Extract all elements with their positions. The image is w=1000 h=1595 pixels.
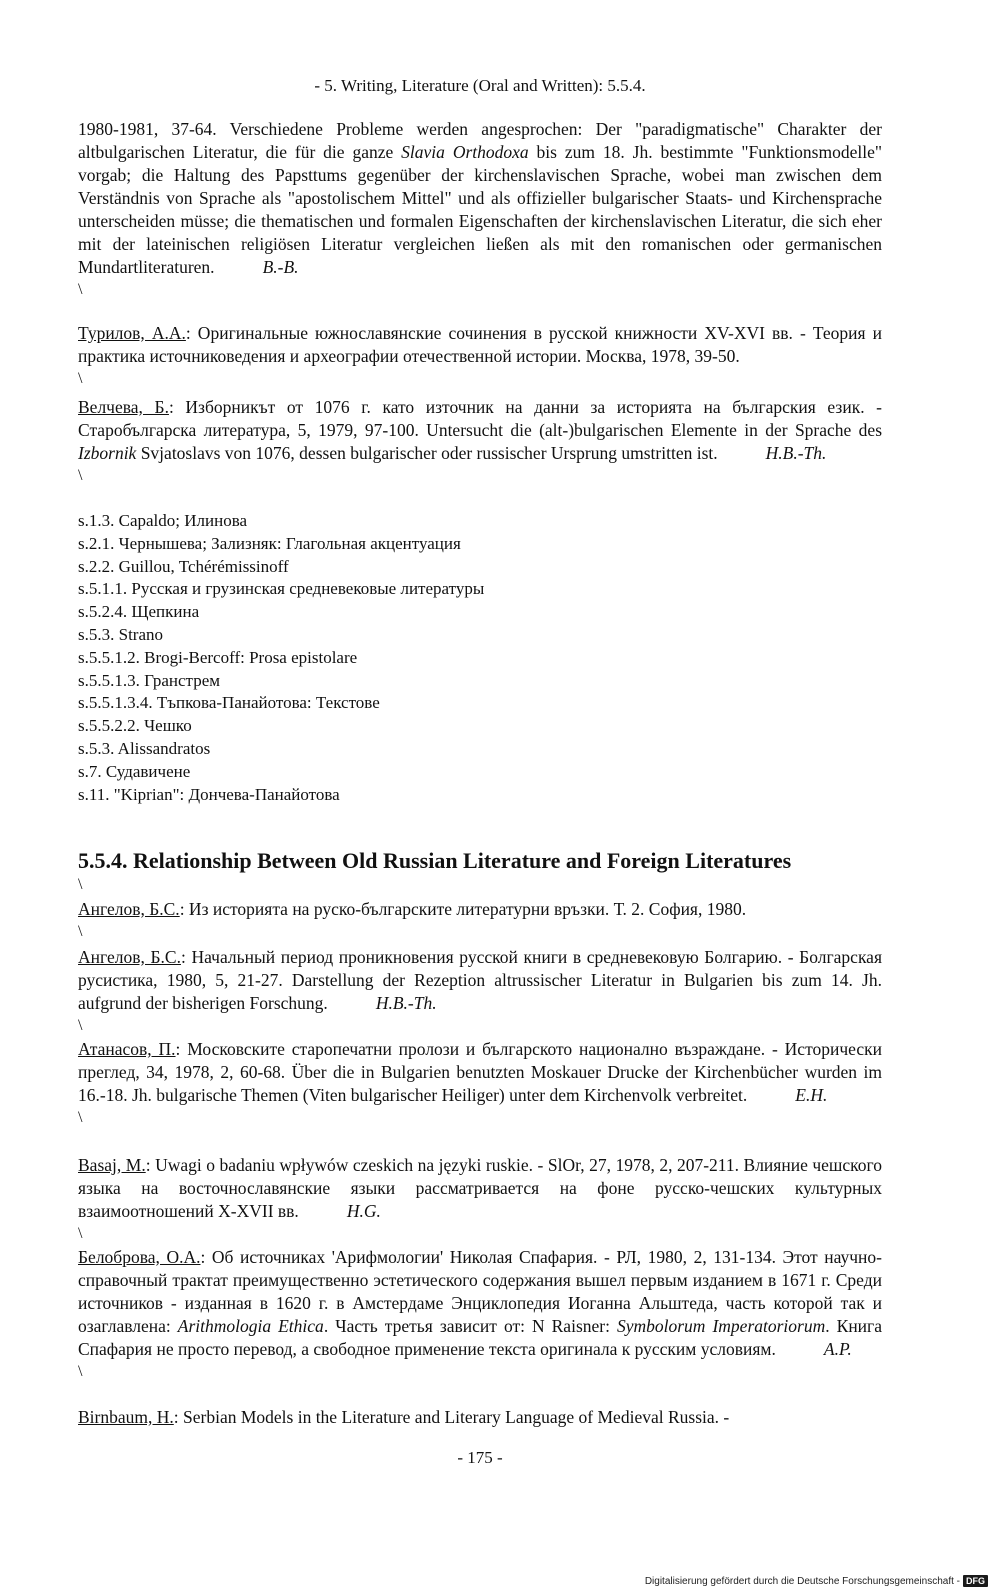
- intro-italic-1: Slavia Orthodoxa: [401, 142, 529, 162]
- entry-text: : Из историята на руско-българските литературни връзки. Т. 2. София, 1980.: [179, 899, 747, 919]
- entry-text-2: Svjatoslavs von 1076, dessen bulgarischer oder russischer Ursprung umstritten ist.: [136, 443, 718, 463]
- section-heading: 5.5.4. Relationship Between Old Russian Literature and Foreign Literatures: [78, 848, 792, 873]
- entry-separator: \: [78, 1017, 83, 1034]
- bibliography-entry: [78, 946, 882, 1037]
- intro-text-2: bis zum 18. Jh. bestimmte "Funktionsmodelle" vorgab; die Haltung des Papsttums gegenüber der kirchenslavischen Sprache, wobei man zwischen dem Verständnis von Sprache als "apostolischem Mittel" und als offizieller bulgarischer Staats- und Kirchensprache unterscheiden müsse; die thematischen und formalen Eigenschaften der kirchenslavischen Literatur, die sich eher mit der lateinischen religiösen Literatur vergleichen ließen als mit den romanischen oder germanischen Mundartliteraturen.: [78, 142, 883, 277]
- entry-author: Basaj, M.: [78, 1155, 146, 1175]
- entry-text: : Об источниках 'Арифмологии' Николая Спафария. - РЛ, 1980, 2, 131-134. Этот научно-справочный трактат преимущественно эстетического содержания вышел первым изданием в 1671 г. Среди источников - изданная в 1620 г. в Амстердаме Энциклопедия Иоганна Альштеда, часть которой так и озаглавлена:: [78, 1247, 883, 1336]
- entry-text: : Serbian Models in the Literature and Literary Language of Medieval Russia. -: [173, 1407, 730, 1427]
- entry-author: Birnbaum, H.: [78, 1407, 174, 1427]
- cross-reference: s.5.1.1. Русская и грузинская средневековые литературы: [78, 579, 485, 599]
- entry-separator: \: [78, 370, 83, 387]
- cross-reference: s.7. Судавичене: [78, 761, 191, 781]
- cross-reference: s.5.5.1.3.4. Тъпкова-Панайотова: Текстове: [78, 693, 380, 713]
- cross-reference: s.2.2. Guillou, Tchérémissinoff: [78, 556, 289, 576]
- entry-signature: H.G.: [346, 1201, 381, 1221]
- bibliography-entry: [78, 1038, 882, 1129]
- bibliography-entry: [78, 1154, 882, 1245]
- bibliography-entry: [78, 1406, 882, 1429]
- intro-text-1: 1980-1981, 37-64. Verschiedene Probleme werden angesprochen: Der "paradigmatische" Charakter der altbulgarischen Literatur, die für die ganze: [78, 119, 882, 162]
- intro-signature: B.-B.: [262, 257, 299, 277]
- entry-author: Ангелов, Б.С.: [78, 947, 181, 967]
- dfg-logo: DFG: [963, 1575, 988, 1587]
- entry-separator: \: [78, 281, 83, 298]
- cross-reference: s.11. "Kiprian": Дончева-Панайотова: [78, 784, 340, 804]
- cross-reference-list: [78, 510, 882, 806]
- entry-separator: \: [78, 467, 83, 484]
- cross-reference: s.1.3. Capaldo; Илинова: [78, 511, 248, 530]
- entry-text: : Оригинальные южнославянские сочинения в русской книжности XV-XVI вв. - Теория и практика источниковедения и археографии отечественной истории. Москва, 1978, 39-50.: [78, 323, 882, 366]
- cross-reference: s.5.5.2.2. Чешко: [78, 716, 192, 736]
- bibliography-entry: [78, 898, 882, 943]
- entry-italic-2: Symbolorum Imperatoriorum: [616, 1316, 826, 1336]
- cross-reference: s.5.2.4. Щепкина: [78, 602, 200, 622]
- entry-separator: \: [78, 876, 83, 893]
- digitization-footer: [645, 1575, 988, 1587]
- entry-text-2: . Часть третья зависит от: N Raisner:: [323, 1316, 617, 1336]
- entry-signature: E.H.: [795, 1085, 828, 1105]
- page-number: - 175 -: [457, 1448, 503, 1467]
- document-page: [78, 0, 882, 1595]
- entry-author: Велчева, Б.: [78, 397, 169, 417]
- cross-reference: s.5.5.1.2. Brogi-Bercoff: Prosa epistolare: [78, 647, 358, 667]
- entry-author: Белоброва, О.А.: [78, 1247, 201, 1267]
- intro-paragraph: [78, 118, 882, 301]
- entry-signature: A.P.: [823, 1339, 852, 1359]
- entry-separator: \: [78, 1225, 83, 1242]
- cross-reference: s.5.3. Strano: [78, 624, 163, 644]
- bibliography-entry: [78, 1246, 882, 1383]
- entry-author: Ангелов, Б.С.: [78, 899, 180, 919]
- footer-text: Digitalisierung gefördert durch die Deutsche Forschungsgemeinschaft -: [644, 1575, 960, 1587]
- cross-reference: s.5.3. Alissandratos: [78, 738, 211, 758]
- entry-italic: Izbornik: [78, 443, 137, 463]
- entry-text: : Изборникът от 1076 г. като източник на данни за историята на българския език. - Старобългарска литература, 5, 1979, 97-100. Untersucht die (alt-)bulgarischen Elemente in der Sprache des: [78, 397, 883, 440]
- entry-italic: Arithmologia Ethica: [177, 1316, 324, 1336]
- entry-separator: \: [78, 1363, 83, 1380]
- entry-text: : Московските старопечатни пролози и българското национално възраждане. - Исторически преглед, 34, 1978, 2, 60-68. Über die in Bulgarien benutzten Moskauer Drucke der Kirchenbücher wurden im 16.-18. Jh. bulgarische Themen (Viten bulgarischer Heiliger) unter dem Kirchenvolk verbreitet.: [78, 1039, 882, 1105]
- cross-reference: s.5.5.1.3. Гранстрем: [78, 670, 221, 690]
- bibliography-entry: [78, 322, 882, 390]
- entry-separator: \: [78, 1109, 83, 1126]
- entry-author: Атанасов, П.: [78, 1039, 176, 1059]
- bibliography-entry: [78, 396, 882, 487]
- entry-text-3: . Книга Спафария не просто перевод, а свободное применение текста оригинала к русским условиям.: [78, 1316, 882, 1359]
- cross-reference: s.2.1. Чернышева; Зализняк: Глагольная акцентуация: [78, 533, 461, 553]
- running-head: - 5. Writing, Literature (Oral and Written): 5.5.4.: [314, 76, 646, 95]
- entry-text: : Uwagi o badaniu wpływów czeskich na języki ruskie. - SlOr, 27, 1978, 2, 207-211. Влияние чешского языка на восточнославянские языки рассматривается на фоне русско-чешских культурных взаимоотношений X-XVII вв.: [78, 1155, 882, 1221]
- entry-text: : Начальный период проникновения русской книги в средневековую Болгарию. - Болгарская русистика, 1980, 5, 21-27. Darstellung der Rezeption altrussischer Literatur in Bulgarien bis zum 14. Jh. aufgrund der bisherigen Forschung.: [78, 947, 882, 1013]
- entry-signature: H.B.-Th.: [375, 993, 437, 1013]
- entry-signature: H.B.-Th.: [765, 443, 827, 463]
- entry-author: Турилов, А.А.: [78, 323, 186, 343]
- entry-separator: \: [78, 923, 83, 940]
